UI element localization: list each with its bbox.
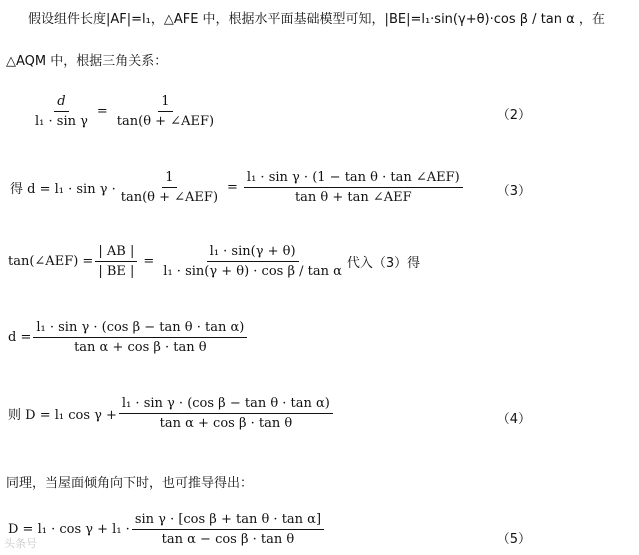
eq3-f2-numerator: l₁ · sin γ · (1 − tan θ · tan ∠AEF) <box>244 170 463 188</box>
eq2-rhs-denominator: tan(θ + ∠AEF) <box>116 114 215 129</box>
eqd-fraction <box>33 320 247 355</box>
eq2-lhs-denominator: l₁ · sin γ <box>35 114 88 129</box>
eqd-denominator: tan α + cos β · tan θ <box>74 340 207 355</box>
eqtan-f1-numerator: | AB | <box>95 244 137 262</box>
eq5-denominator: tan α − cos β · tan θ <box>161 532 295 547</box>
eqtan-lhs: tan(∠AEF) = <box>8 254 94 269</box>
eq4-denominator: tan α + cos β · tan θ <box>159 416 293 431</box>
eq2-equals: = <box>96 104 108 119</box>
eq5-fraction <box>132 512 324 547</box>
eq3-f1-numerator: 1 <box>162 170 176 188</box>
eq4-numerator: l₁ · sin γ · (cos β − tan θ · tan α) <box>119 396 333 414</box>
equation-5 <box>8 512 326 547</box>
eq4-fraction <box>119 396 333 431</box>
eq4-prefix: 则 D = l₁ cos γ + <box>8 408 117 423</box>
equation-5-number: （5） <box>496 532 531 547</box>
equation-3-number: （3） <box>496 184 531 199</box>
eqtan-equals: = <box>143 254 155 269</box>
eqtan-f2-denominator: l₁ · sin(γ + θ) · cos β / tan α <box>163 264 342 279</box>
eqtan-fraction-2 <box>160 244 345 279</box>
intro-line-2: △AQM 中，根据三角关系： <box>6 54 168 69</box>
equation-d <box>8 320 249 355</box>
eqtan-f2-numerator: l₁ · sin(γ + θ) <box>207 244 299 262</box>
eq2-lhs-numerator: d <box>54 94 68 112</box>
eq3-f2-denominator: tan θ + tan ∠AEF <box>294 190 412 205</box>
eq2-lhs-fraction <box>32 94 91 129</box>
eq2-rhs-fraction <box>114 94 217 129</box>
eq5-numerator: sin γ · [cos β + tan θ · tan α] <box>132 512 324 530</box>
eqtan-suffix: 代入（3）得 <box>346 256 421 271</box>
eq3-prefix: 得 d = l₁ · sin γ · <box>10 182 116 197</box>
eq3-fraction-1 <box>118 170 221 205</box>
equation-4-number: （4） <box>496 412 531 427</box>
equation-2 <box>30 94 219 129</box>
eqd-lhs: d = <box>8 330 32 345</box>
equation-2-number: （2） <box>496 108 531 123</box>
equation-tan-aef <box>8 244 420 279</box>
watermark: 头条号 <box>4 537 37 550</box>
eqtan-f1-denominator: | BE | <box>98 264 135 279</box>
eqtan-fraction-1 <box>95 244 137 279</box>
intro-line-1: 假设组件长度|AF|=l₁，△AFE 中，根据水平面基础模型可知，|BE|=l₁·sin(γ+θ)·cos β / tan α ，在 <box>28 12 605 27</box>
text-same-reasoning: 同理，当屋面倾角向下时，也可推导得出： <box>6 476 254 491</box>
eqd-numerator: l₁ · sin γ · (cos β − tan θ · tan α) <box>33 320 247 338</box>
equation-4 <box>8 396 335 431</box>
eq2-rhs-numerator: 1 <box>158 94 172 112</box>
eq3-fraction-2 <box>244 170 463 205</box>
eq3-equals: = <box>227 180 238 195</box>
eq3-f1-denominator: tan(θ + ∠AEF) <box>120 190 219 205</box>
eq5-prefix: D = l₁ · cos γ + l₁ · <box>8 522 130 537</box>
equation-3 <box>10 170 465 205</box>
